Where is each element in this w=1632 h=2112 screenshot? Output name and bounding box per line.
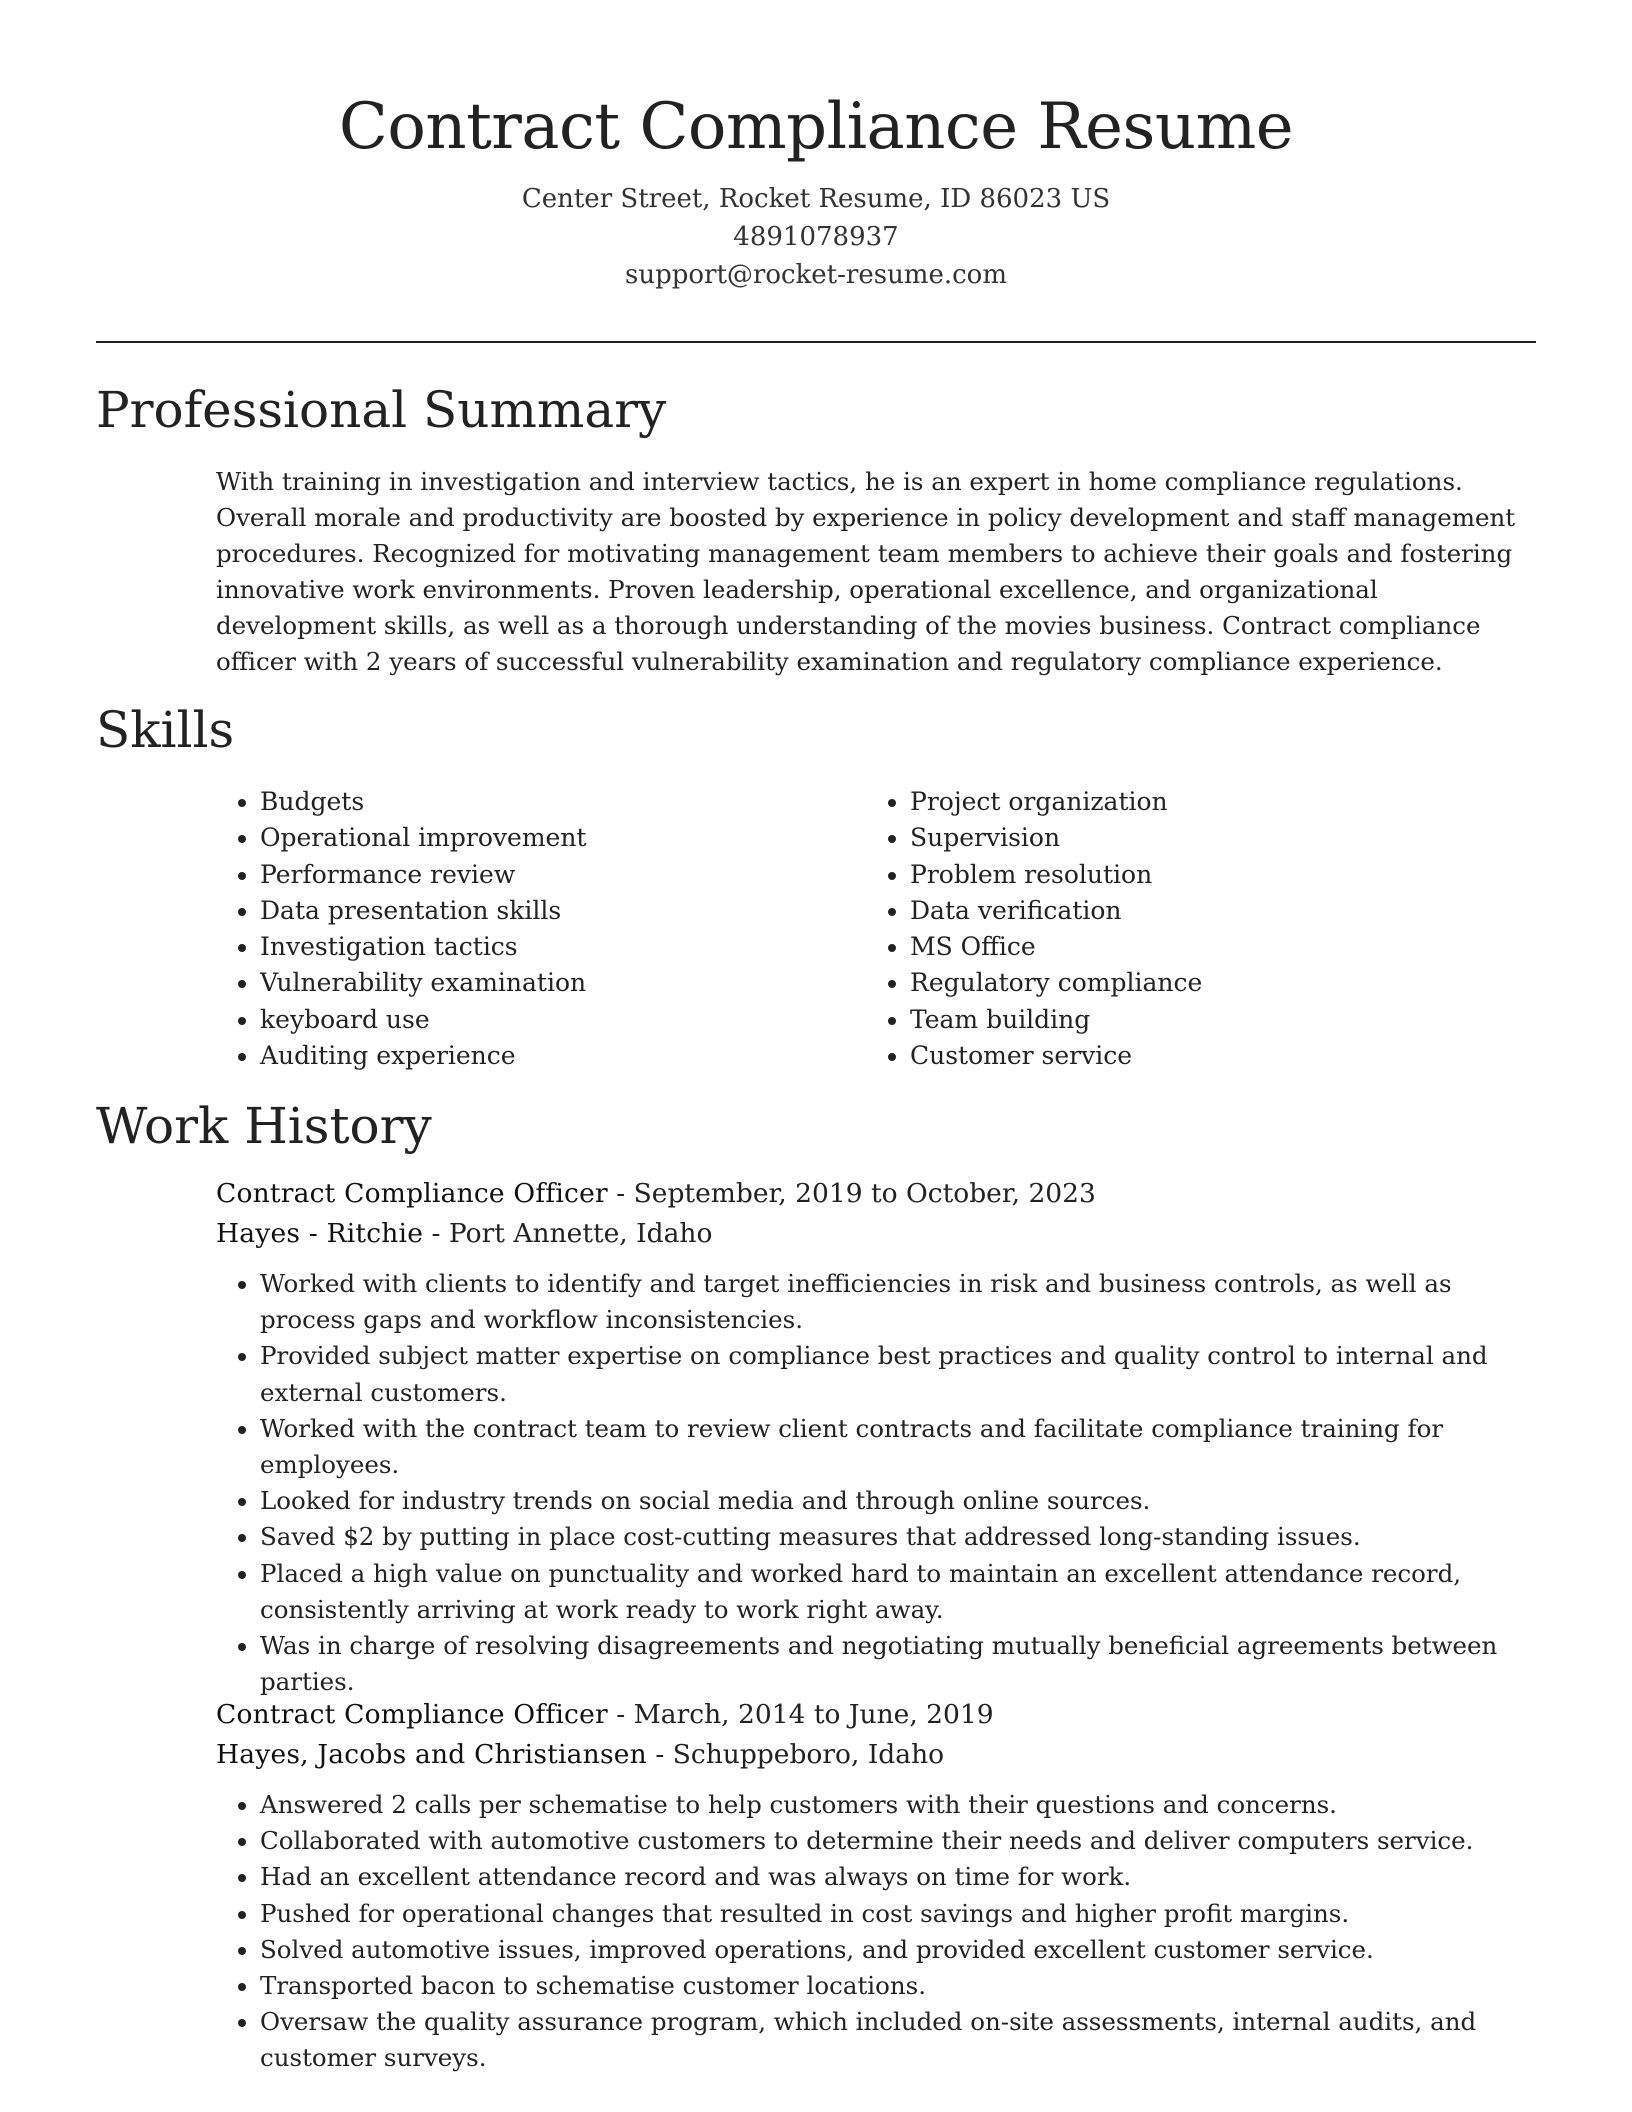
job-company: Hayes, Jacobs and Christiansen <box>216 1739 647 1770</box>
work-history-heading: Work History <box>96 1097 432 1155</box>
job-title-line <box>216 1174 1536 1214</box>
summary-heading: Professional Summary <box>96 381 667 439</box>
summary-text: With training in investigation and interview tactics, he is an expert in home compliance regulations. Overall morale and productivity are boosted by experience in policy development and staff management procedures. Recognized for motivating management team members to achieve their goals and fostering innovative work environments. Proven leadership, operational excellence, and organizational development skills, as well as a thorough understanding of the movies business. Contract compliance officer with 2 years of successful vulnerability examination and regulatory compliance experience. <box>216 467 1516 676</box>
job-company-line <box>216 1214 1536 1254</box>
job-bullet: • Answered 2 calls per schematise to help customers with their questions and concerns. <box>260 1787 1536 1823</box>
job-bullet: • Oversaw the quality assurance program, which included on-site assessments, internal audits, and customer surveys. <box>260 2004 1536 2076</box>
job-title: Contract Compliance Officer <box>216 1699 608 1730</box>
job-entry <box>216 1174 1536 1700</box>
skill-item: • Vulnerability examination <box>260 965 820 1001</box>
contact-block <box>0 180 1632 294</box>
skill-item: • Supervision <box>910 820 1570 856</box>
skill-item: • Data verification <box>910 893 1570 929</box>
skill-item: • Regulatory compliance <box>910 965 1570 1001</box>
header-divider <box>96 341 1536 343</box>
job-bullet-list <box>216 1787 1536 2077</box>
job-dates: - September, 2019 to October, 2023 <box>607 1178 1096 1209</box>
job-company-line <box>216 1735 1536 1775</box>
job-bullet: • Transported bacon to schematise customer locations. <box>260 1968 1536 2004</box>
job-dates: - March, 2014 to June, 2019 <box>607 1699 994 1730</box>
skills-list-right <box>866 784 1570 1074</box>
job-bullet: • Provided subject matter expertise on compliance best practices and quality control to internal and external customers. <box>260 1338 1536 1410</box>
job-bullet: • Solved automotive issues, improved operations, and provided excellent customer service. <box>260 1932 1536 1968</box>
job-bullet: • Collaborated with automotive customers to determine their needs and deliver computers service. <box>260 1823 1536 1859</box>
skills-heading: Skills <box>96 701 235 759</box>
skill-item: • Operational improvement <box>260 820 820 856</box>
job-entry <box>216 1695 1536 2077</box>
skill-item: • keyboard use <box>260 1002 820 1038</box>
contact-phone: 4891078937 <box>733 222 899 252</box>
job-bullet: • Pushed for operational changes that resulted in cost savings and higher profit margins. <box>260 1896 1536 1932</box>
job-location: - Port Annette, Idaho <box>423 1218 713 1249</box>
skill-item: • MS Office <box>910 929 1570 965</box>
job-location: - Schuppeboro, Idaho <box>646 1739 945 1770</box>
job-bullet: • Had an excellent attendance record and was always on time for work. <box>260 1859 1536 1895</box>
job-bullet: • Was in charge of resolving disagreements and negotiating mutually beneficial agreements between parties. <box>260 1628 1536 1700</box>
job-bullet: • Saved $2 by putting in place cost-cutting measures that addressed long-standing issues. <box>260 1519 1536 1555</box>
skill-item: • Problem resolution <box>910 857 1570 893</box>
skill-item: • Budgets <box>260 784 820 820</box>
job-company: Hayes - Ritchie <box>216 1218 424 1249</box>
skill-item: • Team building <box>910 1002 1570 1038</box>
job-bullet: • Placed a high value on punctuality and worked hard to maintain an excellent attendance record, consistently arriving at work ready to work right away. <box>260 1556 1536 1628</box>
skill-item: • Project organization <box>910 784 1570 820</box>
contact-email: support@rocket-resume.com <box>624 260 1007 290</box>
skill-item: • Performance review <box>260 857 820 893</box>
resume-title: Contract Compliance Resume <box>338 90 1294 164</box>
job-title-line <box>216 1695 1536 1735</box>
job-bullet: • Worked with clients to identify and target inefficiencies in risk and business controls, as well as process gaps and workflow inconsistencies. <box>260 1266 1536 1338</box>
skill-item: • Data presentation skills <box>260 893 820 929</box>
job-bullet-list <box>216 1266 1536 1700</box>
resume-header <box>0 0 1632 294</box>
skill-item: • Customer service <box>910 1038 1570 1074</box>
job-bullet: • Worked with the contract team to review client contracts and facilitate compliance training for employees. <box>260 1411 1536 1483</box>
contact-address: Center Street, Rocket Resume, ID 86023 US <box>521 184 1111 214</box>
skill-item: • Investigation tactics <box>260 929 820 965</box>
job-title: Contract Compliance Officer <box>216 1178 608 1209</box>
skill-item: • Auditing experience <box>260 1038 820 1074</box>
job-bullet: • Looked for industry trends on social media and through online sources. <box>260 1483 1536 1519</box>
skills-list-left <box>216 784 820 1074</box>
